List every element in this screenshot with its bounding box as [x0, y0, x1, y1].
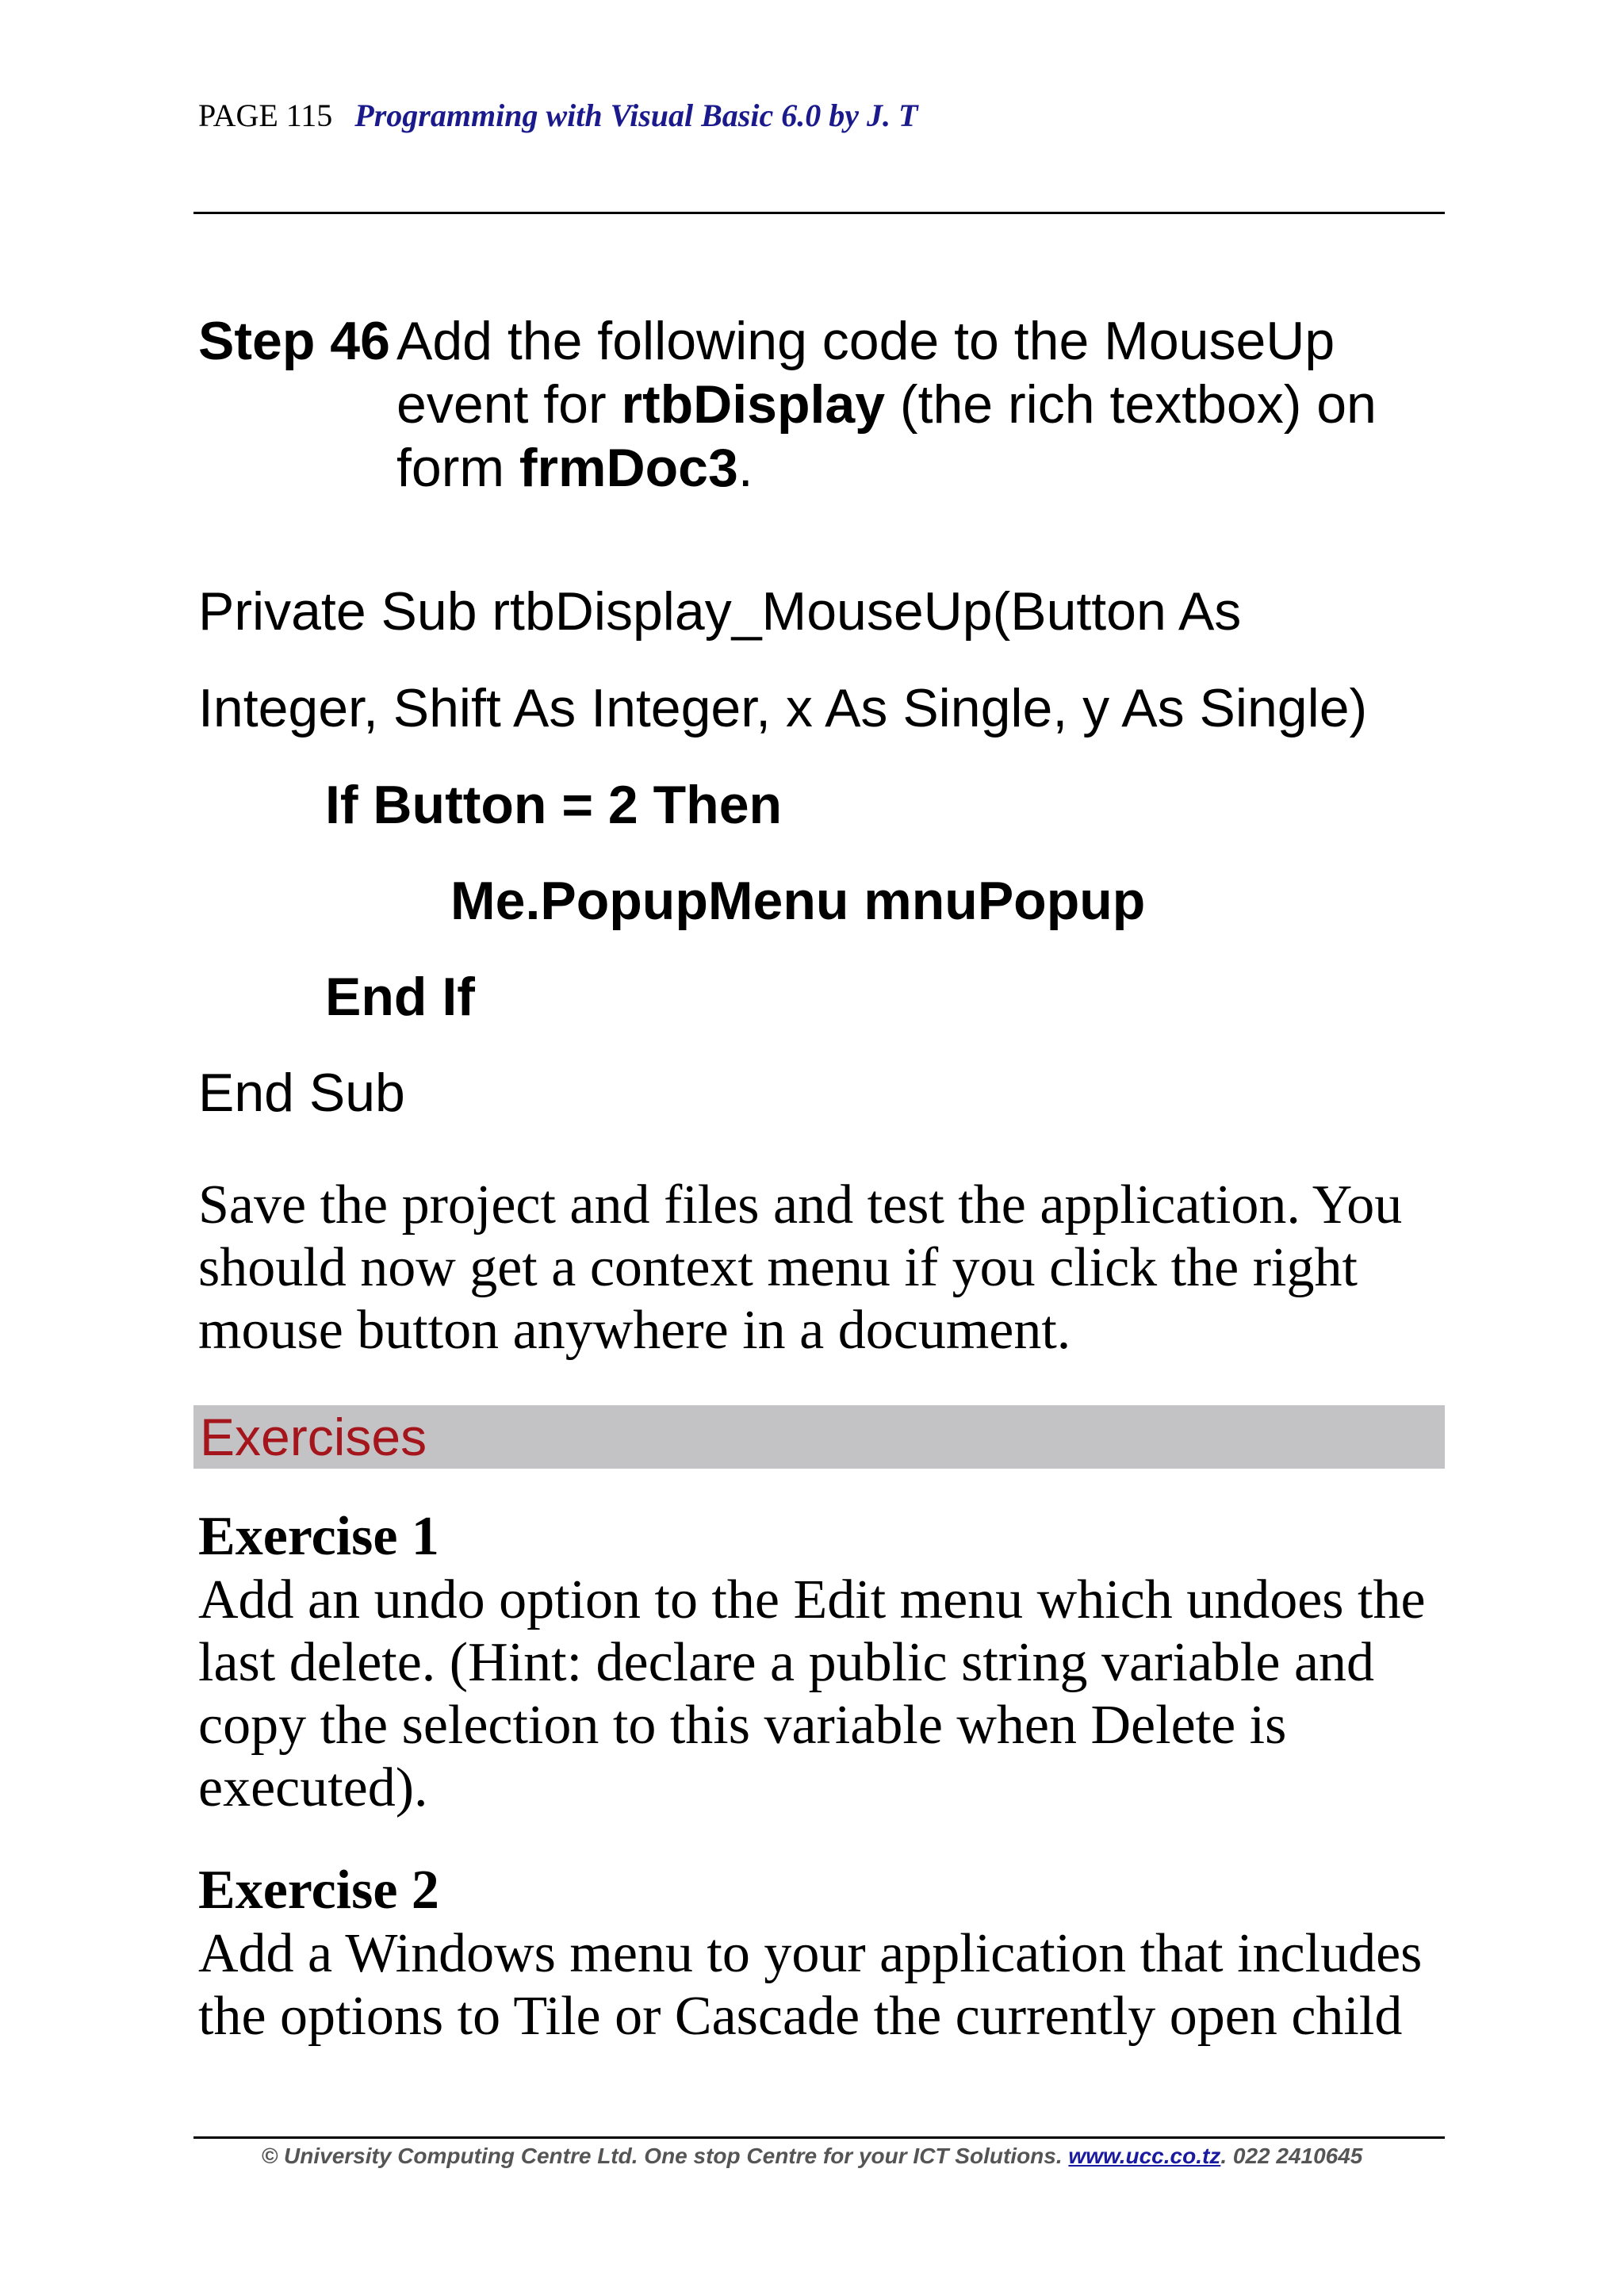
exercise-1-text: Add an undo option to the Edit menu which undoes the last delete. (Hint: declare a public string variable and copy the selection to this variable when Delete is executed).	[198, 1569, 1426, 1818]
code-line-5: End If	[325, 967, 475, 1027]
step-line-3	[396, 436, 1451, 500]
step-line-2-pre: event for	[396, 374, 622, 435]
step-line-2-post: (the rich textbox) on	[885, 374, 1377, 435]
code-line-6: End Sub	[198, 1063, 405, 1123]
page-number: PAGE 115	[198, 98, 333, 133]
step-line-1: Add the following code to the MouseUp	[396, 311, 1335, 371]
control-name: rtbDisplay	[621, 374, 886, 435]
step-line-3-pre: form	[396, 438, 519, 498]
exercises-heading: Exercises	[200, 1408, 427, 1466]
footer-phone: . 022 2410645	[1220, 2144, 1363, 2168]
exercise-1-title: Exercise 1	[198, 1506, 439, 1567]
exercise-2-title: Exercise 2	[198, 1860, 439, 1921]
step-line-3-post: .	[737, 438, 753, 498]
exercises-heading-bar	[193, 1405, 1445, 1469]
footer-text: © University Computing Centre Ltd. One stop Centre for your ICT Solutions.	[261, 2144, 1069, 2168]
form-name: frmDoc3	[519, 438, 738, 498]
save-paragraph: Save the project and files and test the application. You should now get a context menu if you click the right mouse button anywhere in a document.	[198, 1174, 1403, 1361]
step-text	[396, 309, 1451, 500]
code-line-3: If Button = 2 Then	[325, 775, 783, 835]
footer-divider	[193, 2136, 1445, 2139]
code-line-1: Private Sub rtbDisplay_MouseUp(Button As	[198, 581, 1242, 642]
code-line-4: Me.PopupMenu mnuPopup	[450, 871, 1146, 931]
header-divider	[193, 212, 1445, 214]
footer-link[interactable]: www.ucc.co.tz	[1068, 2144, 1221, 2168]
book-title: Programming with Visual Basic 6.0 by J. T	[354, 98, 918, 133]
step-line-2	[396, 373, 1451, 436]
code-line-2: Integer, Shift As Integer, x As Single, y As Single)	[198, 678, 1368, 738]
exercise-2-text: Add a Windows menu to your application that includes the options to Tile or Cascade the currently open child	[198, 1923, 1423, 2047]
page-header	[198, 97, 917, 134]
step-label: Step 46	[198, 311, 390, 371]
page-footer	[0, 2144, 1624, 2169]
